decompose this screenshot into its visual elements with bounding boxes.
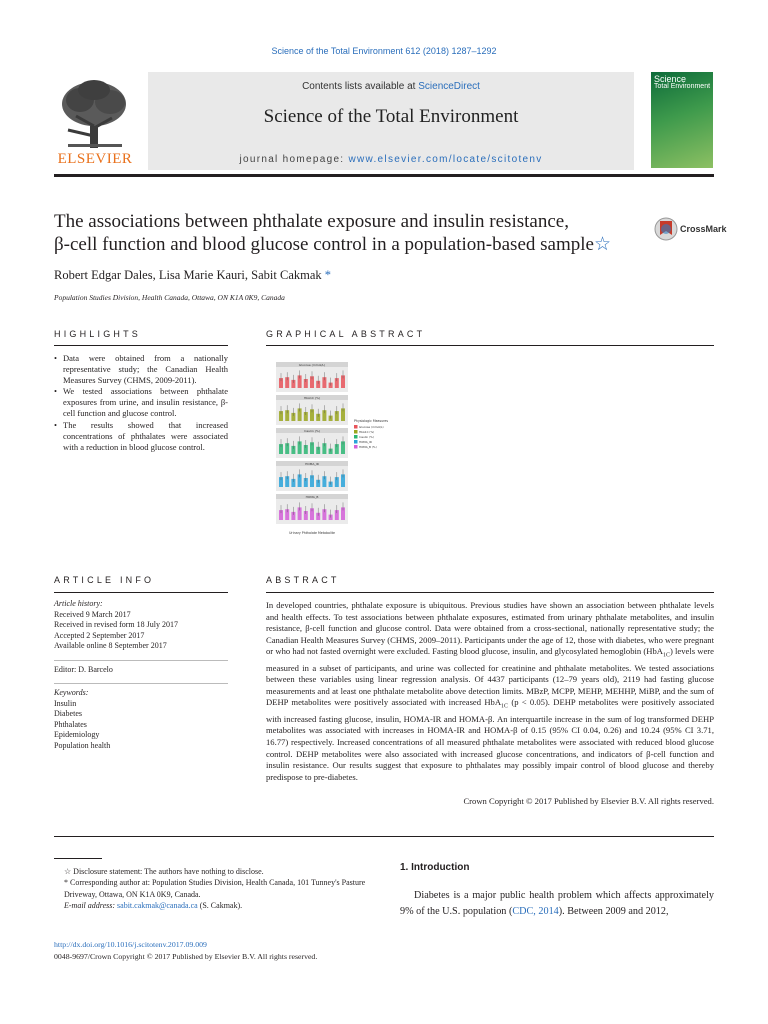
- keyword: Population health: [54, 740, 111, 750]
- article-info-heading: ARTICLE INFO: [54, 575, 155, 585]
- abstract-bottom-rule: [54, 836, 714, 837]
- subscript: 1C: [501, 704, 509, 711]
- figure-panel-title: HOMA_B: [305, 495, 319, 499]
- disclosure-footnote: [54, 866, 372, 877]
- footnotes: [54, 866, 372, 912]
- contents-availability-line: [148, 81, 634, 92]
- journal-cover-title: [654, 75, 712, 91]
- article-info-rule: [54, 592, 228, 593]
- graphical-abstract-rule: [266, 345, 714, 346]
- revised-date: Received in revised form 18 July 2017: [54, 620, 178, 629]
- doi-link[interactable]: http://dx.doi.org/10.1016/j.scitotenv.2017.09.009: [54, 940, 207, 949]
- history-divider: [54, 660, 228, 661]
- accepted-date: Accepted 2 September 2017: [54, 630, 145, 640]
- figure-legend-label: Insulin (%): [359, 435, 374, 439]
- figure-legend-swatch: [354, 430, 358, 434]
- keyword: Phthalates: [54, 719, 87, 729]
- cover-title-line1: Science: [654, 74, 687, 84]
- reference-link[interactable]: CDC, 2014: [512, 906, 559, 917]
- figure-panel-title: Insulin (%): [304, 429, 320, 433]
- sciencedirect-link[interactable]: ScienceDirect: [418, 81, 480, 92]
- email-suffix: (S. Cakmak).: [197, 901, 243, 911]
- figure-legend-swatch: [354, 425, 358, 429]
- figure-legend-label: HOMA_IR: [359, 440, 372, 444]
- contents-prefix: Contents lists available at: [302, 81, 419, 92]
- authors-text: Robert Edgar Dales, Lisa Marie Kauri, Sabit Cakmak: [54, 268, 322, 282]
- figure-legend-label: HbA1C (%): [359, 430, 375, 434]
- highlights-rule: [54, 345, 228, 346]
- disclosure-text: Disclosure statement: The authors have nothing to disclose.: [71, 867, 264, 876]
- elsevier-wordmark: ELSEVIER: [57, 151, 133, 167]
- received-date: Received 9 March 2017: [54, 609, 131, 619]
- graphical-abstract-figure[interactable]: [268, 358, 388, 538]
- abstract-part-3: (p < 0.05). DEHP metabolites were positively associated with increased fasting glucose, insulin, HOMA-IR and HOMA-β. An interquartile increase in the sum of log transformed DEHP metabolites was associated with increases in HOMA-IR and HOMA-β of 0.15 (95% CI 0.04, 0.26) and 10.24 (95% CI 3.71, 16.77) respectively. Increased concentrations of all measured phthalate metabolites were associated with reduced blood glucose control. DEHP metabolites were also associated with increased glucose concentrations, and indicators of β-cell function and insulin resistance. Our results suggest that exposure to phthalates may possibly impair control of blood glucose and thereby predispose to pre-diabetes.: [266, 697, 715, 782]
- introduction-text: [400, 888, 714, 920]
- abstract-text: [266, 600, 714, 783]
- journal-title: Science of the Total Environment: [263, 106, 519, 127]
- figure-legend-title: Physiologic Measures: [354, 419, 388, 423]
- subscript: 1C: [662, 653, 670, 660]
- introduction-heading: 1. Introduction: [400, 862, 470, 873]
- title-footnote-link[interactable]: ☆: [593, 234, 611, 255]
- email-footnote: [54, 900, 372, 911]
- abstract-rule: [266, 592, 714, 593]
- journal-homepage-link[interactable]: www.elsevier.com/locate/scitotenv: [348, 154, 543, 165]
- title-line-1: The associations between phthalate exposure and insulin resistance,: [54, 211, 569, 232]
- graphical-abstract-heading: GRAPHICAL ABSTRACT: [266, 329, 426, 339]
- highlight-item: • We tested associations between phthalate exposures from urine, and insulin resistance, β-cell function and glucose control.: [54, 386, 228, 419]
- editor-line: Editor: D. Barcelo: [54, 665, 113, 674]
- keyword: Epidemiology: [54, 730, 100, 739]
- issn-line: 0048-9697/Crown Copyright © 2017 Published by Elsevier B.V. All rights reserved.: [54, 952, 318, 961]
- author-list: [54, 268, 331, 283]
- online-date: Available online 8 September 2017: [54, 641, 167, 650]
- title-line-2-text: β-cell function and blood glucose control in a population-based sample: [54, 234, 594, 255]
- header-rule: [54, 174, 714, 177]
- corresponding-text: Corresponding author at: Population Studies Division, Health Canada, 101 Tunney's Pasture Driveway, Ottawa, ON K1A 0K9, Canada.: [64, 878, 366, 899]
- highlight-item: • The results showed that increased concentrations of phthalates were associated with a reduction in blood glucose control.: [54, 420, 228, 453]
- keywords-label: Keywords:: [54, 688, 89, 697]
- title-line-2: [54, 233, 634, 256]
- figure-legend-label: HOMA_B (%): [359, 445, 377, 449]
- journal-homepage-line: [148, 154, 634, 165]
- intro-text-a: Diabetes is a major public health problem which affects approximately 9% of the U.S. population (: [400, 890, 714, 917]
- abstract-heading: ABSTRACT: [266, 575, 340, 585]
- figure-x-label: Urinary Phthalate Metabolite: [289, 531, 335, 535]
- keyword: Insulin: [54, 698, 77, 708]
- abstract-part-1: In developed countries, phthalate exposure is ubiquitous. Previous studies have shown an association between phthalate levels and health effects. To test associations between phthalate exposures, estimated from urinary phthalate metabolites, and insulin resistance, β-cell function and glucose control. Data were obtained from a cross-sectional, nationally representative study; the Canadian Health Measures Survey (CHMS, 2009–2011). Participants under the age of 12, those with diabetes, who were pregnant or who had not fasted overnight were excluded. Fasting blood glucose, insulin, and glycosylated hemoglobin (HbA: [266, 600, 714, 657]
- abstract-copyright: Crown Copyright © 2017 Published by Elsevier B.V. All rights reserved.: [463, 796, 714, 806]
- intro-text-b: ). Between 2009 and 2012,: [558, 906, 669, 917]
- corresponding-author-link[interactable]: *: [321, 268, 332, 282]
- affiliation: Population Studies Division, Health Canada, Ottawa, ON K1A 0K9, Canada: [54, 293, 285, 302]
- keywords-divider: [54, 683, 228, 684]
- article-title: [54, 210, 634, 256]
- history-label: Article history:: [54, 599, 103, 608]
- figure-legend-label: Glucose (mmol/L): [359, 425, 384, 429]
- footnote-rule: [54, 858, 102, 859]
- crossmark-label[interactable]: CrossMark: [680, 224, 727, 234]
- homepage-prefix: journal homepage:: [239, 154, 349, 165]
- highlight-item: • Data were obtained from a nationally representative study; the Canadian Health Measures Survey (CHMS, 2009-2011).: [54, 353, 228, 386]
- figure-panel-title: HbA1C (%): [303, 396, 321, 400]
- keyword: Diabetes: [54, 709, 82, 718]
- star-mark: ☆: [64, 867, 72, 876]
- figure-legend-swatch: [354, 435, 358, 439]
- article-history: [54, 599, 228, 652]
- figure-legend-swatch: [354, 440, 358, 444]
- highlights-heading: HIGHLIGHTS: [54, 329, 142, 339]
- asterisk-mark: *: [64, 878, 68, 888]
- figure-legend-swatch: [354, 445, 358, 449]
- highlights-list: [54, 353, 228, 453]
- journal-citation-link[interactable]: Science of the Total Environment 612 (2018) 1287–1292: [271, 46, 497, 56]
- keywords-block: [54, 688, 228, 751]
- corresponding-footnote: [54, 877, 372, 900]
- cover-title-line2: Total Environment: [654, 83, 711, 90]
- email-link[interactable]: sabit.cakmak@canada.ca: [117, 901, 198, 911]
- figure-panel-title: HOMA_IR: [305, 462, 319, 466]
- figure-panel-title: Glucose (mmol/L): [298, 363, 326, 367]
- email-label: E-mail address:: [64, 901, 118, 911]
- abstract-part-2: ) levels were measured in a subset of participants, and urine was collected for creatinine and phthalate metabolites. We tested associations between these variables using linear regression analysis. Of 4437 participants (12–79 years old), 2119 had fasting glucose measurements and at least one phthalate metabolite above detection limits. MBzP, MCPP, MEHP, MEHHP, MiBP, and the sum of DEHP metabolites were positively associated with increased HbA: [266, 646, 714, 708]
